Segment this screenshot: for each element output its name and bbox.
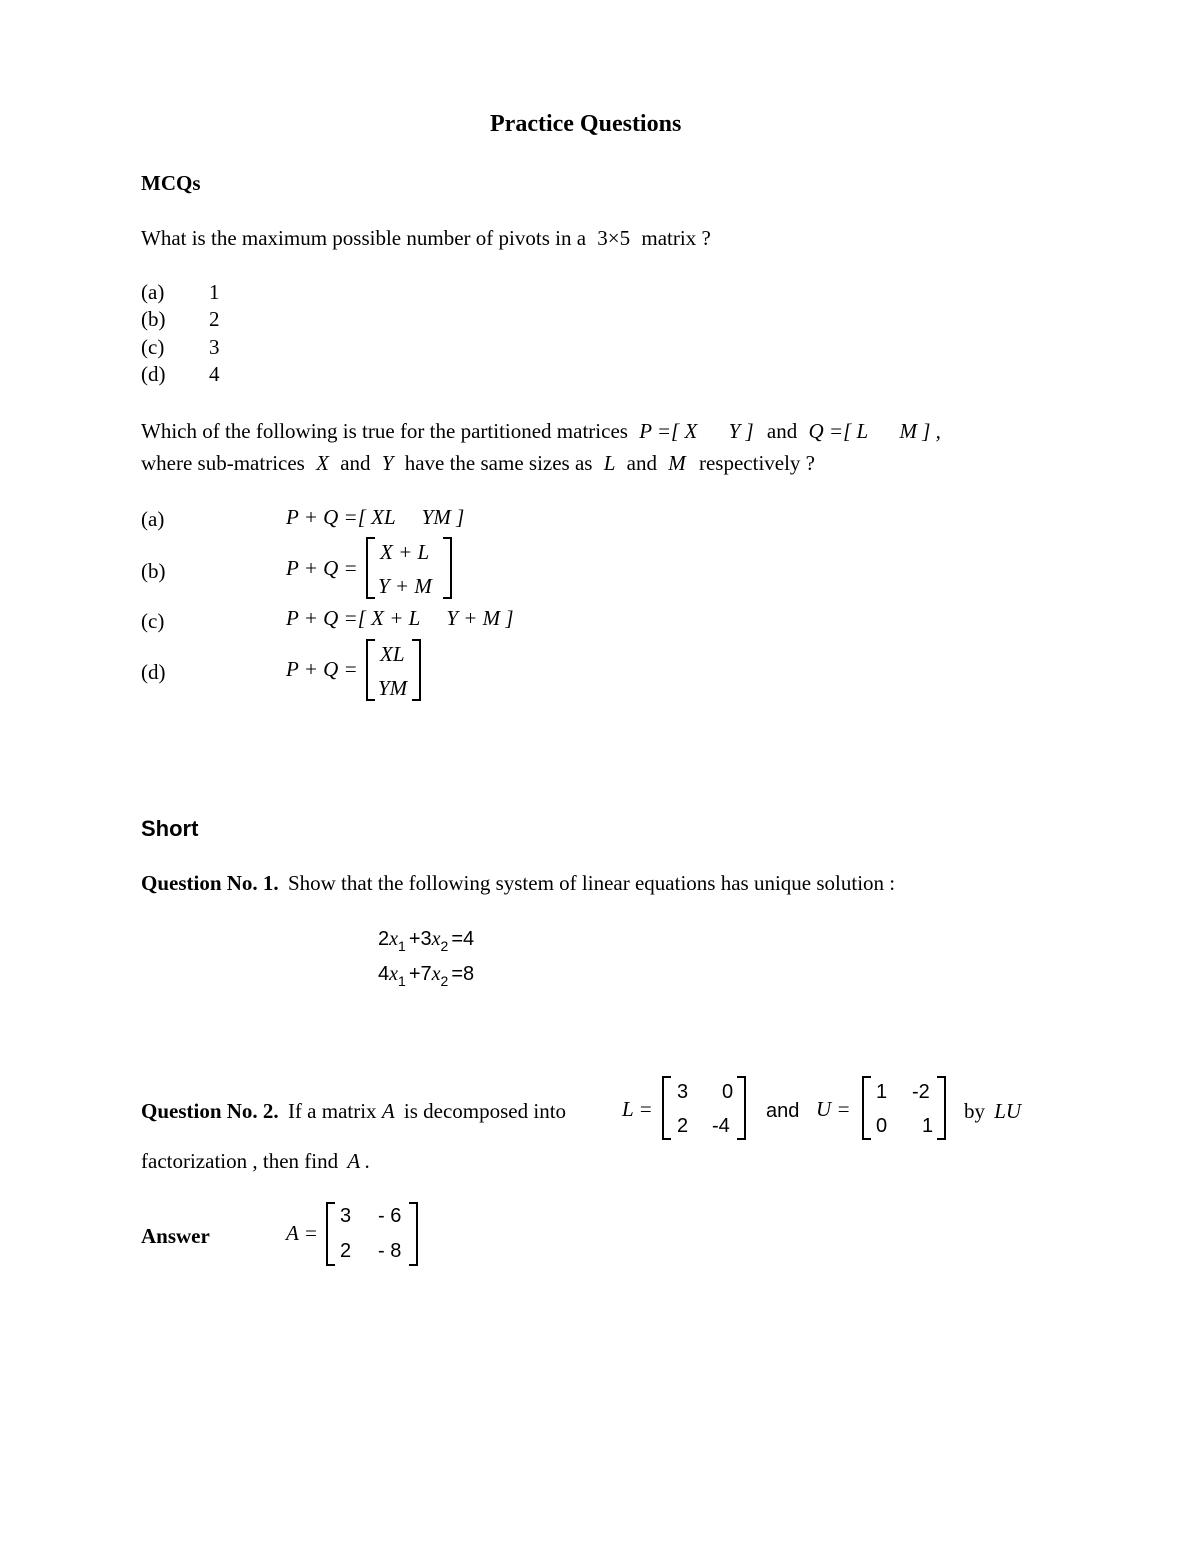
mcq2-option-b-label[interactable]: (b) xyxy=(141,559,166,583)
mcq1-question: What is the maximum possible number of pivots in a 3×5 matrix ? xyxy=(141,226,711,250)
matrix-cell: 3 xyxy=(677,1081,689,1103)
matrix-cell: 1 xyxy=(876,1081,888,1103)
mcq2-option-d-label[interactable]: (d) xyxy=(141,660,166,684)
matrix-cell: Y + M xyxy=(378,574,432,598)
mcq2-option-d-lhs: P + Q = xyxy=(286,657,358,681)
matrix-cell: X + L xyxy=(380,540,430,564)
matrix-cell: XL xyxy=(380,642,405,666)
matrix-cell: -2 xyxy=(912,1081,930,1103)
short-q1-question: Question No. 1. Show that the following system of linear equations has unique solution : xyxy=(141,871,896,895)
matrix-cell: 0 xyxy=(722,1081,734,1103)
answer-label: Answer xyxy=(141,1224,210,1248)
mcq2-question-line2: where sub-matrices X and Y have the same sizes as L and M respectively ? xyxy=(141,451,816,475)
matrix-cell: 3 xyxy=(340,1205,352,1227)
mcq1-option-a[interactable]: (a) 1 xyxy=(141,280,220,304)
mcq2-option-b-matrix xyxy=(366,537,452,599)
equation-1: $2x_1 +3x_2 =4$ xyxy=(378,928,475,954)
and-text: and xyxy=(766,1100,800,1122)
mcq1-option-b[interactable]: (b) 2 xyxy=(141,307,220,331)
short-q2-question-line1: Question No. 2. If a matrix A is decomposed into xyxy=(141,1099,567,1123)
mcq2-option-c-label[interactable]: (c) xyxy=(141,609,165,633)
matrix-cell: - 6 xyxy=(378,1205,402,1227)
page-title: Practice Questions xyxy=(490,111,682,137)
answer-matrix xyxy=(326,1202,418,1266)
matrix-cell: 0 xyxy=(876,1115,888,1137)
U-matrix xyxy=(862,1076,946,1140)
matrix-cell: 1 xyxy=(922,1115,934,1137)
U-label: U = xyxy=(816,1097,851,1121)
mcq1-option-d[interactable]: (d) 4 xyxy=(141,362,220,386)
equation-2: $4x_1 +7x_2 =8$ xyxy=(378,963,475,989)
matrix-cell: 2 xyxy=(677,1115,689,1137)
matrix-cell: -4 xyxy=(712,1115,730,1137)
short-heading: Short xyxy=(141,816,199,841)
matrix-cell: - 8 xyxy=(378,1240,402,1262)
mcq2-option-c-expr: P + Q =[ X + L Y + M ] xyxy=(286,606,514,630)
mcq2-option-d-matrix xyxy=(366,639,421,701)
mcqs-heading: MCQs xyxy=(141,171,201,195)
mcq2-option-a-expr: P + Q =[ XL YM ] xyxy=(286,505,465,529)
L-label: L = xyxy=(622,1097,653,1121)
short-q2-question-line2: factorization , then find A . xyxy=(141,1149,371,1173)
L-matrix xyxy=(662,1076,746,1140)
mcq1-option-c[interactable]: (c) 3 xyxy=(141,335,220,359)
mcq2-option-a-label[interactable]: (a) xyxy=(141,507,165,531)
matrix-cell: 2 xyxy=(340,1240,352,1262)
mcq2-question-line1: Which of the following is true for the partitioned matrices P =[ X Y ] and Q =[ L M ] , xyxy=(141,419,941,443)
by-LU: by LU xyxy=(964,1099,1022,1123)
mcq2-option-b-lhs: P + Q = xyxy=(286,556,358,580)
answer-A-label: A = xyxy=(286,1221,318,1245)
matrix-cell: YM xyxy=(378,676,408,700)
